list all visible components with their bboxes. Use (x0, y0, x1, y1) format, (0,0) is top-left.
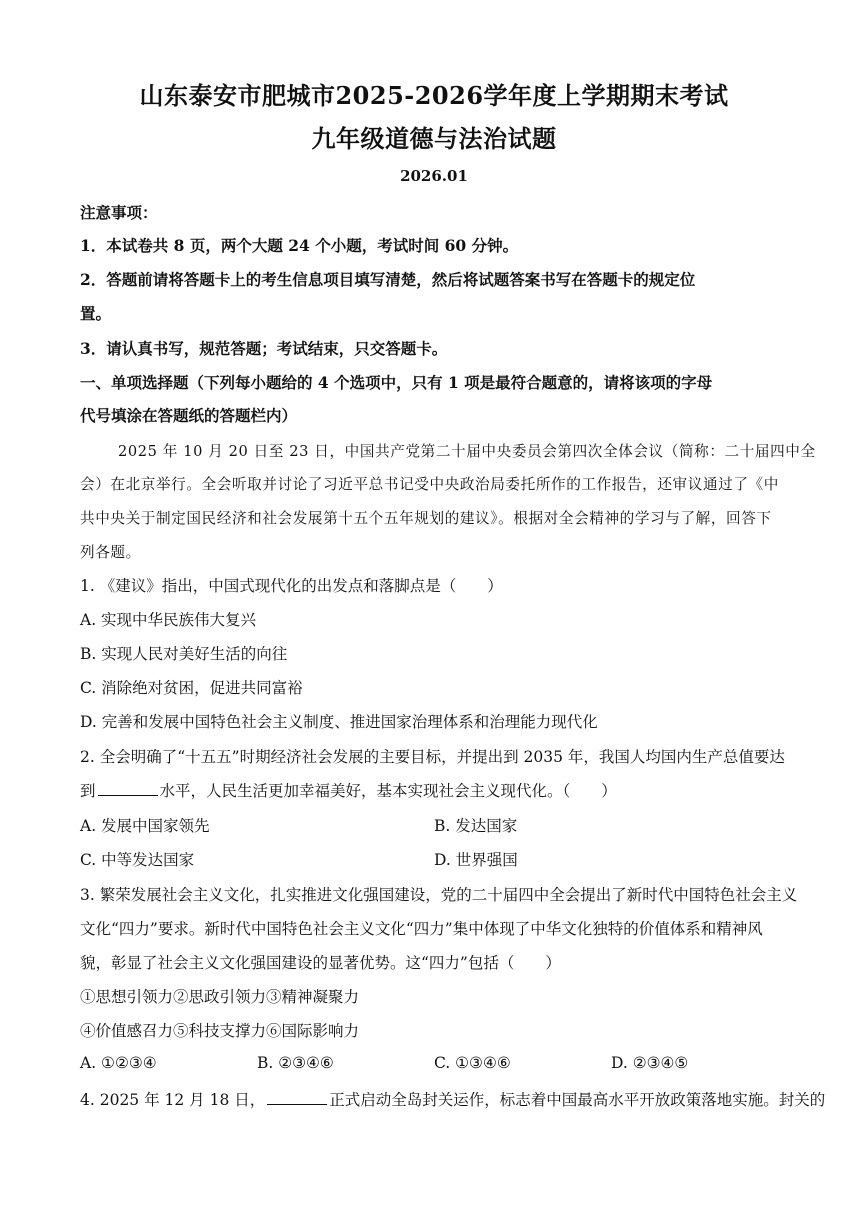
q3-items-1: ①思想引领力②思政引领力③精神凝聚力 (80, 988, 360, 1006)
q1-option-d: D. 完善和发展中国特色社会主义制度、推进国家治理体系和治理能力现代化 (80, 713, 598, 731)
q2-stem-cont (80, 779, 790, 801)
q3-stem-cont-2: 貌，彰显了社会主义文化强国建设的显著优势。这“四力”包括（ ） (80, 954, 561, 972)
passage-line-1: 2025 年 10 月 20 日至 23 日，中国共产党第二十届中央委员会第四次全体会议（简称：二十届四中全 (118, 443, 816, 460)
note-item-2-cont: 置。 (80, 304, 112, 323)
q3-items-2: ④价值感召力⑤科技支撑力⑥国际影响力 (80, 1022, 360, 1040)
section-heading-cont: 代号填涂在答题纸的答题栏内） (80, 406, 298, 425)
q4-stem (80, 1088, 826, 1110)
q2-stem-pre: 到 (80, 782, 96, 800)
q3-option-d: D. ②③④⑤ (611, 1054, 689, 1072)
q2-stem: 2. 全会明确了“十五五”时期经济社会发展的主要目标，并提出到 2035 年，我国人均国内生产总值要达 (80, 748, 785, 766)
q2-option-d: D. 世界强国 (434, 851, 518, 869)
q4-stem-post: 正式启动全岛封关运作，标志着中国最高水平开放政策落地实施。封关的 (329, 1091, 826, 1109)
q3-stem: 3. 繁荣发展社会主义文化，扎实推进文化强国建设，党的二十届四中全会提出了新时代中国特色社会主义 (80, 886, 798, 904)
exam-date: 2026.01 (400, 167, 468, 185)
exam-title: 山东泰安市肥城市2025-2026学年度上学期期末考试 (139, 81, 729, 110)
q1-option-a: A. 实现中华民族伟大复兴 (80, 611, 257, 629)
section-heading: 一、单项选择题（下列每小题给的 4 个选项中，只有 1 项是最符合题意的，请将该项的字母 (80, 373, 713, 392)
notes-heading: 注意事项： (80, 203, 158, 222)
answer-blank (267, 1090, 327, 1105)
exam-subtitle: 九年级道德与法治试题 (311, 124, 557, 153)
q2-option-c: C. 中等发达国家 (80, 851, 195, 869)
q2-option-a: A. 发展中国家领先 (80, 817, 210, 835)
q2-option-b: B. 发达国家 (434, 817, 518, 835)
note-item-2: 2．答题前请将答题卡上的考生信息项目填写清楚，然后将试题答案书写在答题卡的规定位 (80, 270, 696, 289)
q3-stem-cont-1: 文化“四力”要求。新时代中国特色社会主义文化“四力”集中体现了中华文化独特的价值体系和精神风 (80, 920, 763, 938)
q1-option-c: C. 消除绝对贫困，促进共同富裕 (80, 679, 303, 697)
passage-line-4: 列各题。 (80, 544, 141, 561)
q3-option-b: B. ②③④⑥ (257, 1054, 334, 1072)
q1-stem: 1. 《建议》指出，中国式现代化的出发点和落脚点是（ ） (80, 577, 503, 595)
passage-line-3: 共中央关于制定国民经济和社会发展第十五个五年规划的建议》。根据对全会精神的学习与了解，回答下 (80, 510, 772, 527)
q3-option-c: C. ①③④⑥ (434, 1054, 511, 1072)
note-item-3: 3．请认真书写，规范答题；考试结束，只交答题卡。 (80, 339, 448, 358)
note-item-1: 1．本试卷共 8 页，两个大题 24 个小题，考试时间 60 分钟。 (80, 236, 519, 255)
passage-line-2: 会）在北京举行。全会听取并讨论了习近平总书记受中央政治局委托所作的工作报告，还审议通过了《中 (80, 476, 779, 493)
answer-blank (98, 781, 158, 796)
q4-stem-pre: 4. 2025 年 12 月 18 日， (80, 1091, 266, 1109)
q2-stem-post: 水平，人民生活更加幸福美好，基本实现社会主义现代化。（ ） (159, 782, 617, 800)
q3-option-a: A. ①②③④ (80, 1054, 157, 1072)
q1-option-b: B. 实现人民对美好生活的向往 (80, 645, 288, 663)
